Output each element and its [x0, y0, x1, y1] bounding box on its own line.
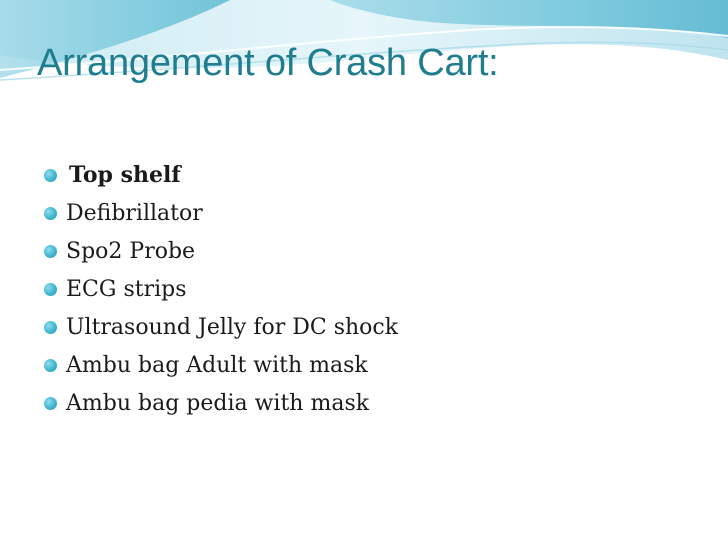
- bullet-list: [44, 156, 398, 422]
- bullet-dot-icon: [44, 397, 57, 410]
- bullet-dot-icon: [44, 245, 57, 258]
- list-item: [44, 384, 398, 422]
- list-item: [44, 194, 398, 232]
- list-item: [44, 270, 398, 308]
- list-item: [44, 232, 398, 270]
- list-item: [44, 308, 398, 346]
- list-item-label: Defibrillator: [66, 200, 203, 226]
- bullet-dot-icon: [44, 207, 57, 220]
- list-item-label: Ambu bag pedia with mask: [66, 390, 370, 416]
- list-item-label: Top shelf: [69, 162, 181, 188]
- list-item: [44, 346, 398, 384]
- bullet-dot-icon: [44, 283, 57, 296]
- list-item-label: Spo2 Probe: [66, 238, 196, 264]
- bullet-dot-icon: [44, 169, 57, 182]
- list-item: [44, 156, 398, 194]
- list-item-label: Ultrasound Jelly for DC shock: [66, 314, 399, 340]
- list-item-label: ECG strips: [66, 276, 187, 302]
- bullet-dot-icon: [44, 359, 57, 372]
- bullet-dot-icon: [44, 321, 57, 334]
- list-item-label: Ambu bag Adult with mask: [66, 352, 368, 378]
- slide-title: Arrangement of Crash Cart:: [37, 42, 499, 84]
